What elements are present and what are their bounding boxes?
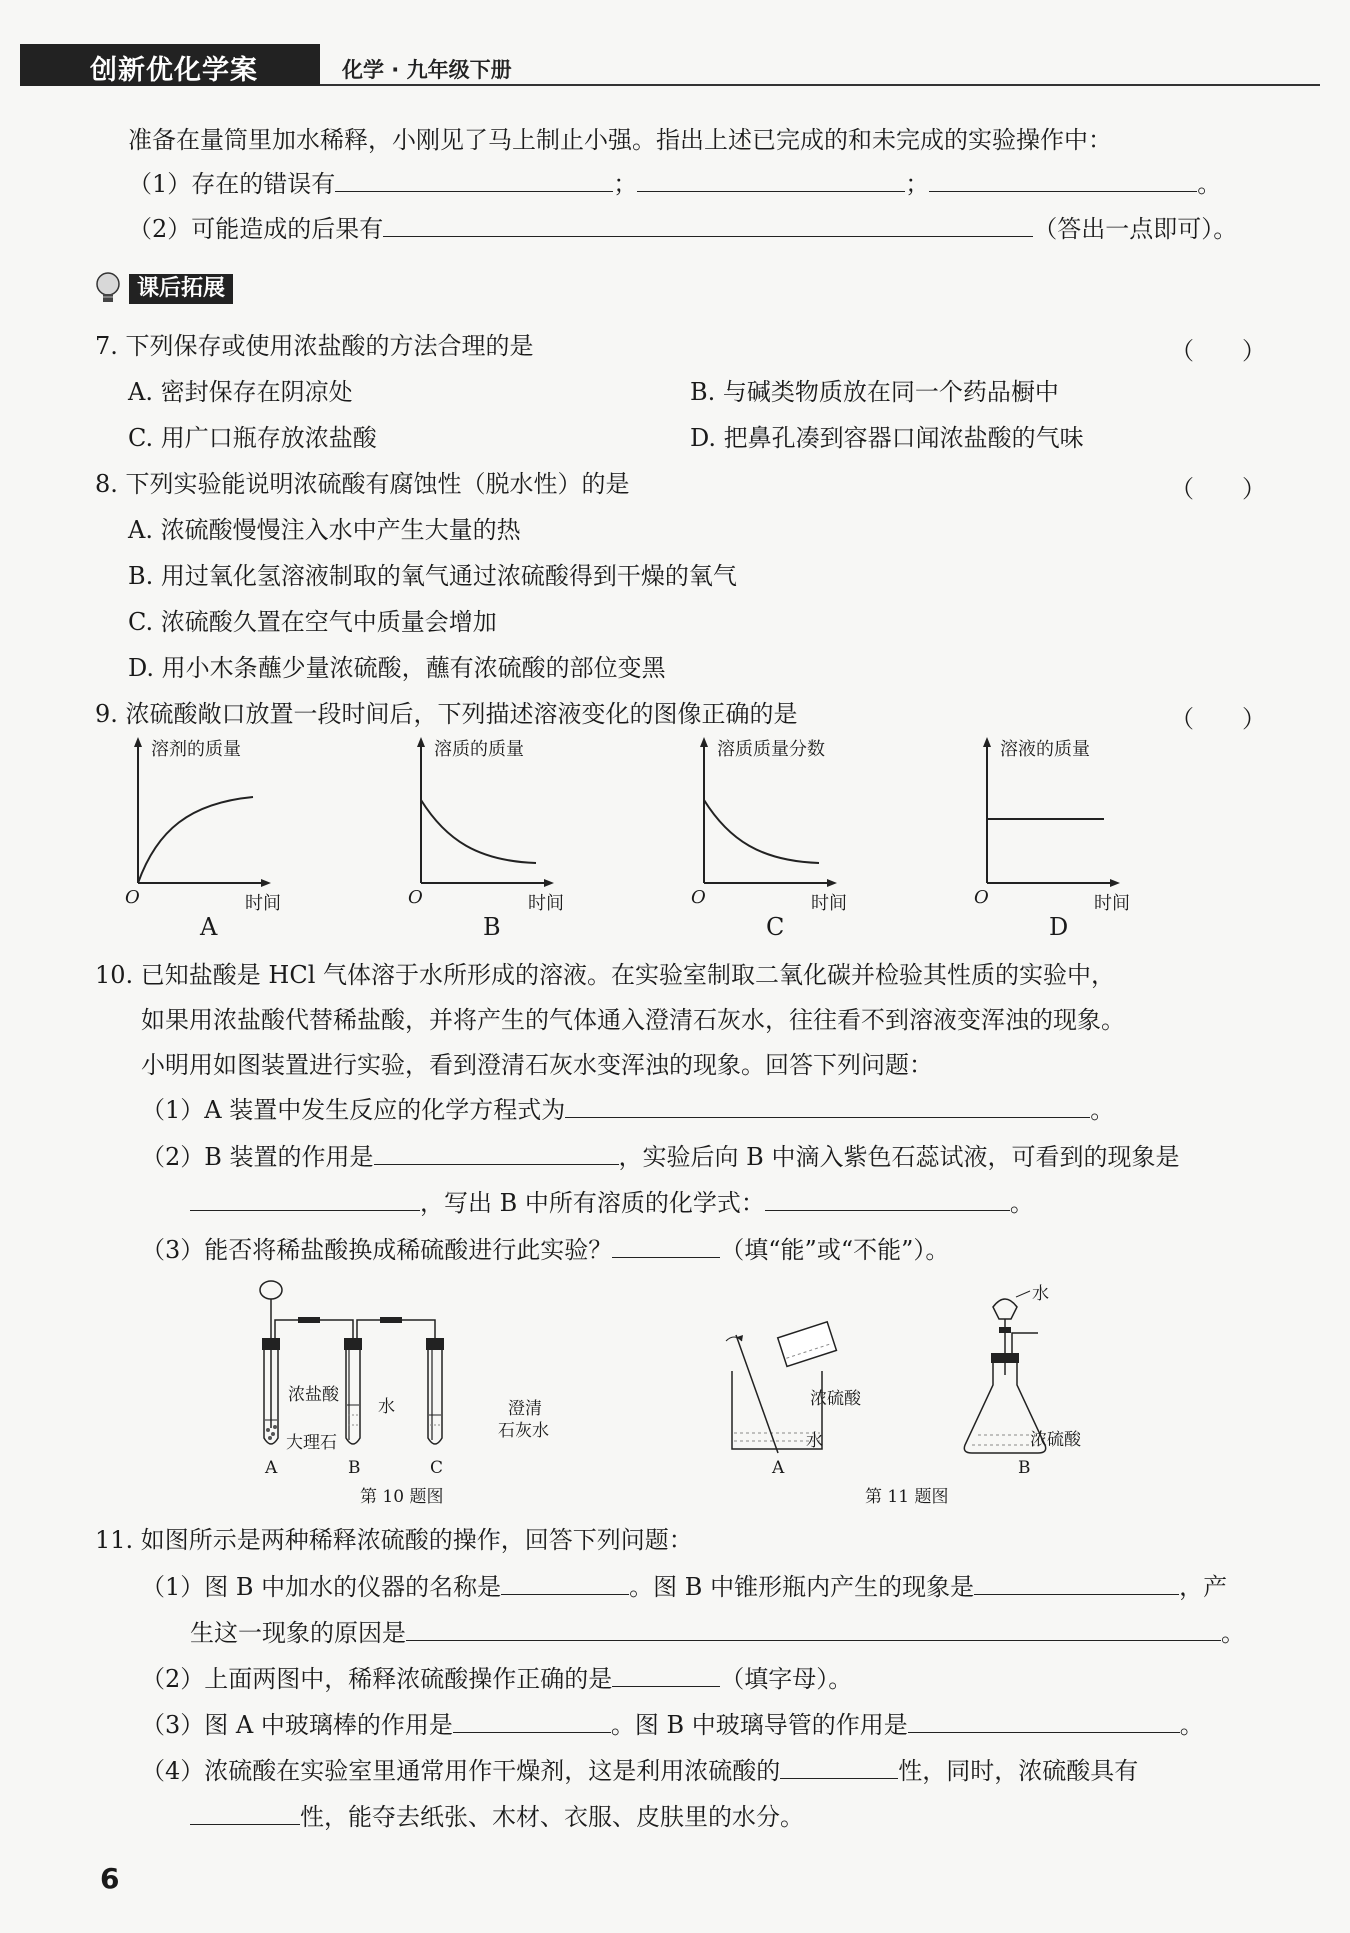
fig11-acid-b-label: 浓硫酸 [1030,1430,1081,1450]
header-rule [320,84,1320,86]
graph-d-ylabel: 溶液的质量 [1000,739,1090,760]
graph-b-origin: O [408,887,423,908]
answer-blank[interactable] [612,1664,720,1687]
graph-d-letter: D [1049,913,1069,941]
q7-option-c: C. 用广口瓶存放浓盐酸 [128,424,377,452]
answer-blank[interactable] [190,1188,420,1211]
graph-a-xlabel: 时间 [245,893,281,914]
header-brand: 创新优化学案 [90,55,258,86]
q6-part1: （1）存在的错误有 ； ； 。 [128,170,1222,198]
answer-blank[interactable] [637,169,905,192]
fig10-water-label: 水 [378,1397,395,1417]
graph-b-xlabel: 时间 [528,893,564,914]
page-number: 6 [100,1862,120,1895]
q11-part1: （1）图 B 中加水的仪器的名称是 。图 B 中锥形瓶内产生的现象是 ，产 [141,1573,1228,1601]
graph-d-origin: O [974,887,989,908]
q8-stem: 8. 下列实验能说明浓硫酸有腐蚀性（脱水性）的是 [95,470,630,498]
fig10-limewater-label-2: 石灰水 [498,1421,549,1441]
header-book-title: 化学 · 九年级下册 [342,58,512,82]
fig11-caption: 第 11 题图 [865,1487,949,1507]
graph-a-curve [138,797,253,883]
q8-option-c: C. 浓硫酸久置在空气中质量会增加 [128,608,497,636]
answer-blank[interactable] [374,1142,619,1165]
q10-stem-line1: 10. 已知盐酸是 HCl 气体溶于水所形成的溶液。在实验室制取二氧化碳并检验其性质的实验中， [95,961,1116,989]
graph-c-letter: C [766,913,785,941]
q11-part4-cont: 性，能夺去纸张、木材、衣服、皮肤里的水分。 [190,1802,804,1832]
fig11-label-b: B [1018,1458,1031,1478]
q11-part4: （4）浓硫酸在实验室里通常用作干燥剂，这是利用浓硫酸的 性，同时，浓硫酸具有 [141,1757,1139,1785]
q7-option-d: D. 把鼻孔凑到容器口闻浓盐酸的气味 [690,424,1084,452]
q9-graph-b[interactable] [408,735,648,941]
figure-11 [720,1285,1100,1510]
fig10-acid-label: 浓盐酸 [288,1385,339,1405]
q8-option-b: B. 用过氧化氢溶液制取的氧气通过浓硫酸得到干燥的氧气 [128,562,737,590]
graph-a-origin: O [125,887,140,908]
graph-b-curve [421,800,536,863]
fig10-label-b: B [348,1458,361,1478]
fig10-limewater-label-1: 澄清 [508,1399,542,1419]
answer-blank[interactable] [780,1756,898,1779]
q9-graph-a[interactable] [125,735,365,941]
q6-line: 准备在量筒里加水稀释，小刚见了马上制止小强。指出上述已完成的和未完成的实验操作中： [128,126,1112,154]
q9-graph-c[interactable] [691,735,931,941]
answer-blank[interactable] [453,1710,611,1733]
q10-stem-line3: 小明用如图装置进行实验，看到澄清石灰水变浑浊的现象。回答下列问题： [141,1051,933,1079]
q10-part3: （3）能否将稀盐酸换成稀硫酸进行此实验？ （填“能”或“不能”）。 [141,1236,950,1264]
answer-blank[interactable] [974,1572,1179,1595]
q9-graph-d[interactable] [974,735,1214,941]
q6-part2: （2）可能造成的后果有 （答出一点即可）。 [128,215,1238,243]
fig10-marble-label: 大理石 [286,1433,337,1453]
answer-blank[interactable] [383,214,1033,237]
q10-part1: （1）A 装置中发生反应的化学方程式为 。 [141,1096,1115,1124]
q7-stem: 7. 下列保存或使用浓盐酸的方法合理的是 [95,332,534,360]
q10-part2-cont: ，写出 B 中所有溶质的化学式： 。 [190,1188,1034,1218]
fig10-label-c: C [430,1458,444,1478]
lightbulb-icon [95,272,121,306]
fig11-acid-a-label: 浓硫酸 [810,1389,861,1409]
fig11-water-a-label: 水 [806,1431,823,1451]
answer-blank[interactable] [335,169,613,192]
fig10-label-a: A [265,1458,278,1478]
q9-answer-paren[interactable]: （ ） [1170,705,1266,733]
q9-stem: 9. 浓硫酸敞口放置一段时间后，下列描述溶液变化的图像正确的是 [95,700,798,728]
q8-answer-paren[interactable]: （ ） [1170,475,1266,503]
answer-blank[interactable] [929,169,1197,192]
graph-b-letter: B [483,913,501,941]
q7-option-b: B. 与碱类物质放在同一个药品橱中 [690,378,1059,406]
q11-part3: （3）图 A 中玻璃棒的作用是 。图 B 中玻璃导管的作用是 。 [141,1711,1204,1739]
graph-c-curve [704,800,819,863]
answer-blank[interactable] [501,1572,629,1595]
q10-stem-line2: 如果用浓盐酸代替稀盐酸，并将产生的气体通入澄清石灰水，往往看不到溶液变浑浊的现象。 [141,1006,1125,1034]
fig11-label-a: A [772,1458,785,1478]
graph-d-xlabel: 时间 [1094,893,1130,914]
q11-stem: 11. 如图所示是两种稀释浓硫酸的操作，回答下列问题： [95,1526,693,1554]
q11-part2: （2）上面两图中，稀释浓硫酸操作正确的是 （填字母）。 [141,1665,853,1693]
q8-option-d: D. 用小木条蘸少量浓硫酸，蘸有浓硫酸的部位变黑 [128,654,666,682]
answer-blank[interactable] [765,1188,1010,1211]
figure-10 [240,1270,600,1510]
graph-c-xlabel: 时间 [811,893,847,914]
graph-a-letter: A [200,913,218,941]
answer-blank[interactable] [565,1095,1090,1118]
graph-b-ylabel: 溶质的质量 [434,739,524,760]
graph-c-origin: O [691,887,706,908]
fig10-caption: 第 10 题图 [360,1487,444,1507]
q10-part2: （2）B 装置的作用是 ，实验后向 B 中滴入紫色石蕊试液，可看到的现象是 [141,1143,1180,1171]
q8-option-a: A. 浓硫酸慢慢注入水中产生大量的热 [128,516,521,544]
page-header [20,44,1330,86]
section-title: 课后拓展 [129,274,233,304]
answer-blank[interactable] [406,1618,1221,1641]
answer-blank[interactable] [908,1710,1180,1733]
q11-part1-cont: 生这一现象的原因是 。 [190,1619,1245,1647]
graph-a-ylabel: 溶剂的质量 [151,739,241,760]
graph-c-ylabel: 溶质质量分数 [717,739,825,760]
fig11-water-b-label: 水 [1032,1284,1049,1304]
q7-option-a: A. 密封保存在阴凉处 [128,378,353,406]
answer-blank[interactable] [190,1802,300,1825]
q7-answer-paren[interactable]: （ ） [1170,337,1266,365]
answer-blank[interactable] [612,1235,720,1258]
